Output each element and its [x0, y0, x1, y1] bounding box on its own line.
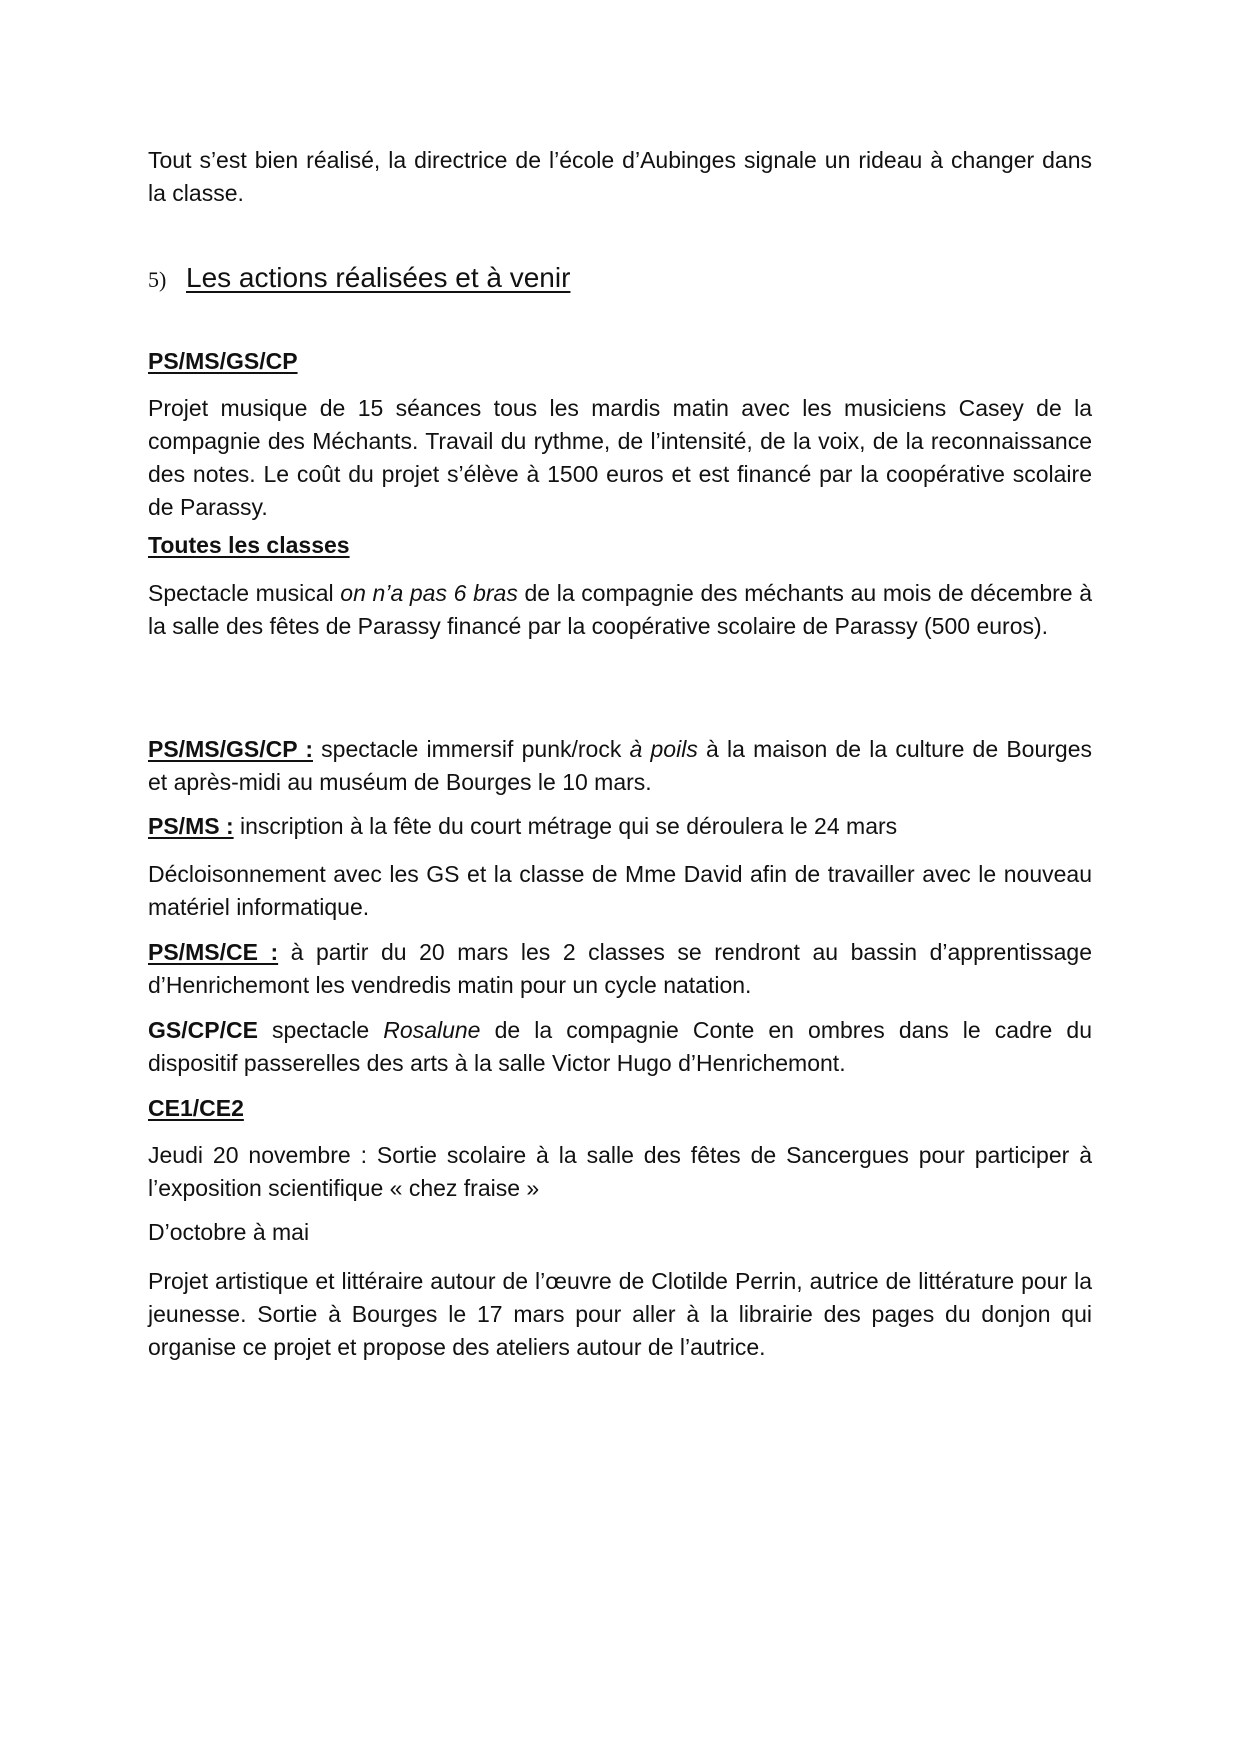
- heading-ce1-ce2: CE1/CE2: [148, 1095, 244, 1121]
- show-title: Rosalune: [383, 1017, 481, 1043]
- heading-toutes-les-classes: Toutes les classes: [148, 532, 350, 558]
- class-label: PS/MS/GS/CP :: [148, 736, 313, 762]
- show-title: à poils: [629, 736, 698, 762]
- paragraph-projet-musique: Projet musique de 15 séances tous les mardis matin avec les musiciens Casey de la compagnie des Méchants. Travail du rythme, de l’intensité, de la voix, de la reconnaissance des notes. Le coût du projet s’élève à 1500 euros et est financé par la coopérative scolaire de Parassy.: [148, 395, 1092, 520]
- paragraph-court-metrage: PS/MS : inscription à la fête du court métrage qui se déroulera le 24 mars: [148, 813, 898, 839]
- section-number: 5): [148, 267, 167, 292]
- intro-paragraph: Tout s’est bien réalisé, la directrice de l’école d’Aubinges signale un rideau à changer dans la classe.: [148, 147, 1092, 206]
- paragraph-octobre-mai: D’octobre à mai: [148, 1219, 310, 1245]
- section-heading: [148, 262, 1092, 294]
- heading-ps-ms-gs-cp: PS/MS/GS/CP: [148, 348, 298, 374]
- paragraph-rosalune: GS/CP/CE spectacle Rosalune de la compagnie Conte en ombres dans le cadre du dispositif passerelles des arts à la salle Victor Hugo d’Henrichemont.: [148, 1017, 1093, 1076]
- paragraph-natation: PS/MS/CE : à partir du 20 mars les 2 classes se rendront au bassin d’apprentissage d’Henrichemont les vendredis matin pour un cycle natation.: [148, 939, 1092, 998]
- class-label: PS/MS/CE :: [148, 939, 279, 965]
- paragraph-projet-artistique: Projet artistique et littéraire autour de l’œuvre de Clotilde Perrin, autrice de littérature pour la jeunesse. Sortie à Bourges le 17 mars pour aller à la librairie des pages du donjon qui organise ce projet et propose des ateliers autour de l’autrice.: [148, 1268, 1092, 1360]
- section-title: Les actions réalisées et à venir: [186, 262, 571, 293]
- paragraph-decloisonnement: Décloisonnement avec les GS et la classe de Mme David afin de travailler avec le nouveau matériel informatique.: [148, 861, 1092, 920]
- show-title: on n’a pas 6 bras: [340, 580, 518, 606]
- class-label: PS/MS :: [148, 813, 234, 839]
- class-label: GS/CP/CE: [148, 1017, 258, 1043]
- paragraph-spectacle-immersif: PS/MS/GS/CP : spectacle immersif punk/rock à poils à la maison de la culture de Bourges et après-midi au muséum de Bourges le 10 mars.: [148, 736, 1092, 795]
- paragraph-spectacle-musical: Spectacle musical on n’a pas 6 bras de la compagnie des méchants au mois de décembre à la salle des fêtes de Parassy financé par la coopérative scolaire de Parassy (500 euros).: [148, 580, 1093, 639]
- paragraph-sortie-sancergues: Jeudi 20 novembre : Sortie scolaire à la salle des fêtes de Sancergues pour participer à l’exposition scientifique « chez fraise »: [148, 1142, 1092, 1201]
